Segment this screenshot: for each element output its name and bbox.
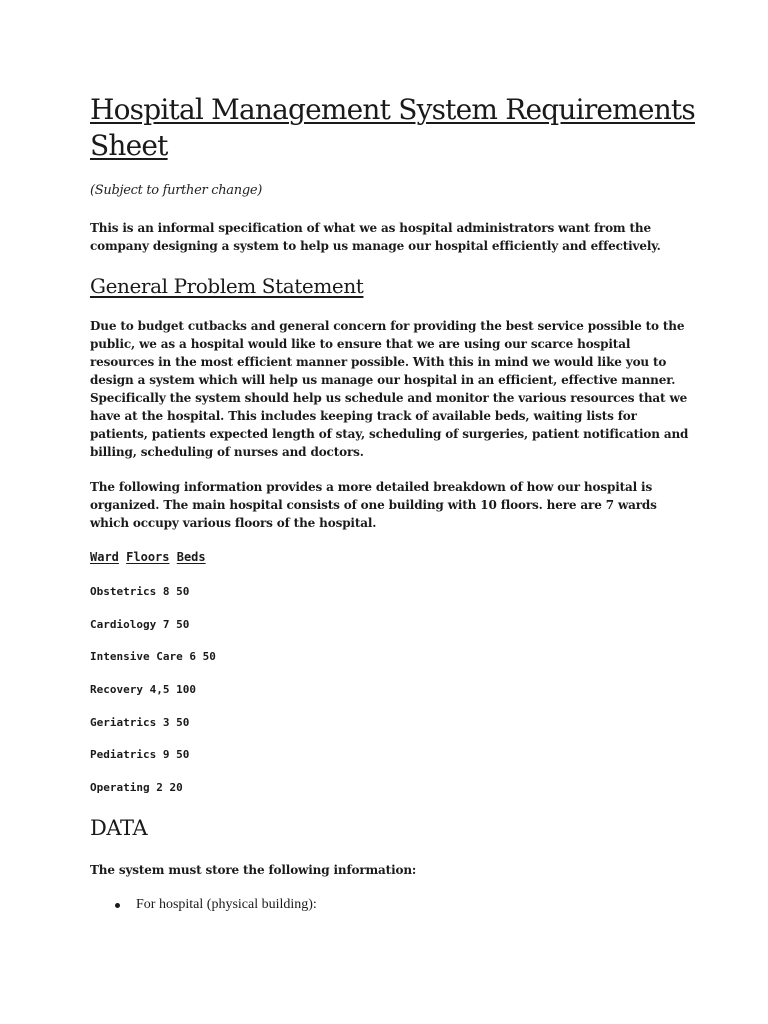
ward-header-floors: Floors [126, 550, 170, 564]
ward-row-recovery: Recovery 4,5 100 [90, 683, 196, 696]
list-item-text: For hospital (physical building): [136, 897, 317, 912]
ward-row-intensive-care: Intensive Care 6 50 [90, 650, 216, 663]
ward-row-geriatrics: Geriatrics 3 50 [90, 716, 190, 729]
ward-row-operating: Operating 2 20 [90, 781, 183, 794]
data-intro-paragraph: The system must store the following information: [90, 863, 417, 877]
document-title: Hospital Management System Requirements Sheet [90, 93, 695, 162]
ward-table-header [90, 549, 206, 565]
intro-paragraph: This is an informal specification of what we as hospital administrators want from the company designing a system to help us manage our hospital efficiently and effectively. [90, 221, 661, 253]
problem-paragraph: Due to budget cutbacks and general concern for providing the best service possible to the public, we as a hospital would like to ensure that we are using our scarce hospital resources in the most efficient manner possible. With this in mind we would like you to design a system which will help us manage our hospital in an efficient, effective manner. Specifically the system should help us schedule and monitor the various resources that we have at the hospital. This includes keeping track of available beds, waiting lists for patients, patients expected length of stay, scheduling of surgeries, patient notification and billing, scheduling of nurses and doctors. [90, 319, 689, 459]
ward-row-pediatrics: Pediatrics 9 50 [90, 748, 190, 761]
list-item [90, 896, 317, 914]
ward-row-obstetrics: Obstetrics 8 50 [90, 585, 190, 598]
breakdown-paragraph: The following information provides a more detailed breakdown of how our hospital is organized. The main hospital consists of one building with 10 floors. here are 7 wards which occupy various floors of the hospital. [90, 480, 657, 530]
bullet-icon [115, 903, 120, 908]
ward-header-beds: Beds [176, 550, 206, 564]
document-subtitle: (Subject to further change) [90, 183, 263, 198]
ward-header-ward: Ward [90, 550, 119, 564]
data-heading: DATA [90, 816, 148, 840]
data-bullet-list [90, 896, 317, 914]
ward-row-cardiology: Cardiology 7 50 [90, 618, 190, 631]
general-problem-heading: General Problem Statement [90, 274, 364, 298]
